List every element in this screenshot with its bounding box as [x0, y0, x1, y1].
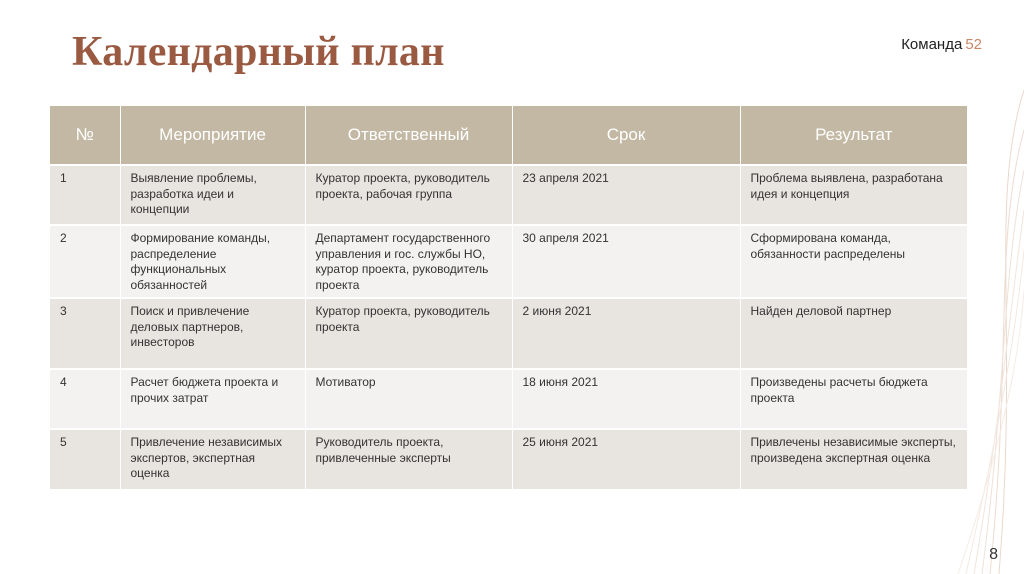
- cell-result: Произведены расчеты бюджета проекта: [740, 369, 967, 429]
- header-responsible: Ответственный: [305, 106, 512, 165]
- cell-responsible: Департамент государственного управления и гос. службы НО, куратор проекта, руководитель проекта: [305, 225, 512, 298]
- header-event: Мероприятие: [120, 106, 305, 165]
- table-row: [50, 298, 967, 369]
- cell-responsible: Руководитель проекта, привлеченные эксперты: [305, 429, 512, 489]
- cell-number: 2: [50, 225, 120, 298]
- cell-number: 3: [50, 298, 120, 369]
- cell-deadline: 2 июня 2021: [512, 298, 740, 369]
- table-row: [50, 165, 967, 225]
- table-row: [50, 225, 967, 298]
- cell-number: 5: [50, 429, 120, 489]
- cell-event: Привлечение независимых экспертов, экспертная оценка: [120, 429, 305, 489]
- cell-deadline: 23 апреля 2021: [512, 165, 740, 225]
- brand-name: Команда: [901, 36, 963, 53]
- table-row: [50, 369, 967, 429]
- calendar-plan-table: [50, 106, 967, 489]
- cell-event: Выявление проблемы, разработка идеи и концепции: [120, 165, 305, 225]
- cell-number: 4: [50, 369, 120, 429]
- table-row: [50, 429, 967, 489]
- cell-result: Найден деловой партнер: [740, 298, 967, 369]
- cell-result: Сформирована команда, обязанности распределены: [740, 225, 967, 298]
- page-title: Календарный план: [72, 29, 445, 75]
- table-header-row: [50, 106, 967, 165]
- cell-responsible: Куратор проекта, руководитель проекта, рабочая группа: [305, 165, 512, 225]
- cell-result: Проблема выявлена, разработана идея и концепция: [740, 165, 967, 225]
- cell-event: Формирование команды, распределение функциональных обязанностей: [120, 225, 305, 298]
- cell-responsible: Мотиватор: [305, 369, 512, 429]
- cell-deadline: 30 апреля 2021: [512, 225, 740, 298]
- header-deadline: Срок: [512, 106, 740, 165]
- cell-deadline: 18 июня 2021: [512, 369, 740, 429]
- header-number: №: [50, 106, 120, 165]
- brand-number: 52: [965, 36, 982, 53]
- cell-event: Поиск и привлечение деловых партнеров, инвесторов: [120, 298, 305, 369]
- header-result: Результат: [740, 106, 967, 165]
- cell-result: Привлечены независимые эксперты, произведена экспертная оценка: [740, 429, 967, 489]
- brand-logo: [901, 36, 982, 53]
- cell-responsible: Куратор проекта, руководитель проекта: [305, 298, 512, 369]
- cell-deadline: 25 июня 2021: [512, 429, 740, 489]
- page-number: 8: [989, 546, 998, 563]
- cell-number: 1: [50, 165, 120, 225]
- cell-event: Расчет бюджета проекта и прочих затрат: [120, 369, 305, 429]
